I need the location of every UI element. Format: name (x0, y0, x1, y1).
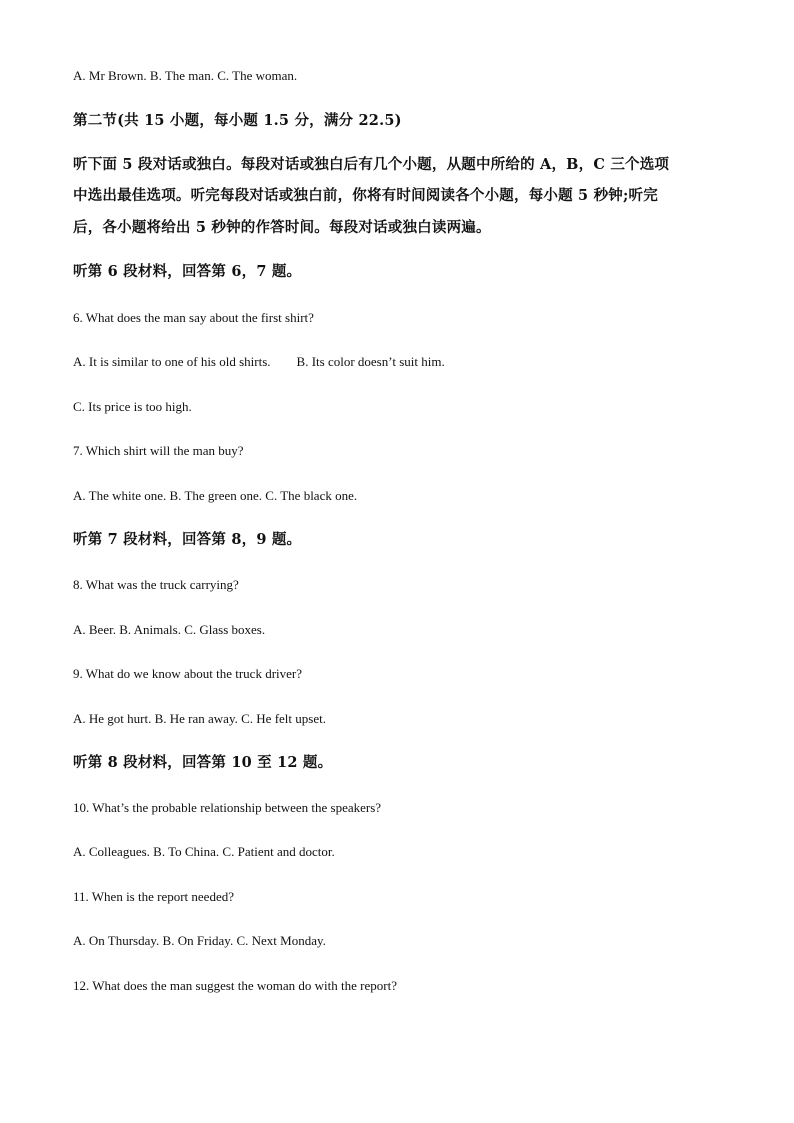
material-7-heading: 听第 7 段材料，回答第 8，9 题。 (73, 531, 302, 548)
option-6-a: A. It is similar to one of his old shirts. (73, 354, 271, 369)
question-11: 11. When is the report needed? (73, 889, 234, 904)
answer-options-10: A. Colleagues. B. To China. C. Patient and doctor. (73, 844, 335, 859)
answer-options-9: A. He got hurt. B. He ran away. C. He felt upset. (73, 711, 326, 726)
answer-options-6-row-1 (73, 354, 445, 370)
question-8: 8. What was the truck carrying? (73, 577, 239, 592)
question-7: 7. Which shirt will the man buy? (73, 443, 244, 458)
question-6: 6. What does the man say about the first shirt? (73, 310, 314, 325)
question-12: 12. What does the man suggest the woman do with the report? (73, 978, 397, 993)
instructions-line-2: 中选出最佳选项。听完每段对话或独白前，你将有时间阅读各个小题，每小题 5 秒钟;听完 (73, 187, 658, 204)
section-heading: 第二节(共 15 小题，每小题 1.5 分，满分 22.5) (73, 112, 402, 129)
option-6-b: B. Its color doesn’t suit him. (296, 354, 445, 369)
material-8-heading: 听第 8 段材料，回答第 10 至 12 题。 (73, 754, 333, 771)
question-9: 9. What do we know about the truck driver? (73, 666, 302, 681)
instructions-line-1: 听下面 5 段对话或独白。每段对话或独白后有几个小题，从题中所给的 A，B，C 三个选项 (73, 156, 670, 173)
instructions-line-3: 后，各小题将给出 5 秒钟的作答时间。每段对话或独白读两遍。 (73, 219, 491, 236)
material-6-heading: 听第 6 段材料，回答第 6，7 题。 (73, 263, 302, 280)
answer-options-7: A. The white one. B. The green one. C. The black one. (73, 488, 358, 503)
answer-options-5: A. Mr Brown. B. The man. C. The woman. (73, 68, 298, 83)
question-10: 10. What’s the probable relationship between the speakers? (73, 800, 382, 815)
answer-options-6-row-2: C. Its price is too high. (73, 399, 192, 414)
answer-options-11: A. On Thursday. B. On Friday. C. Next Monday. (73, 933, 326, 948)
answer-options-8: A. Beer. B. Animals. C. Glass boxes. (73, 622, 266, 637)
